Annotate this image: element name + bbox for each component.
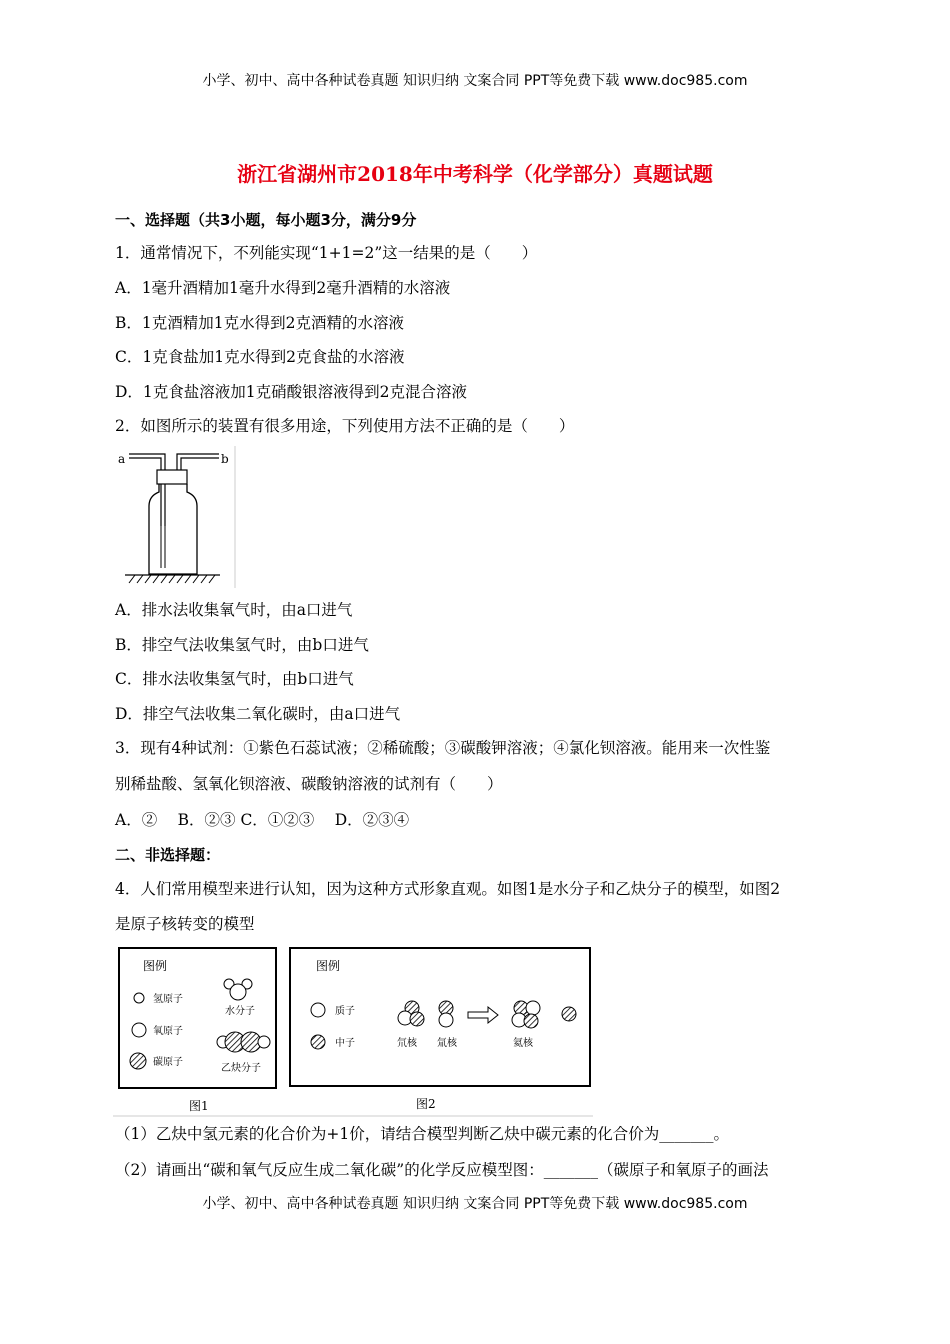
- question-2-stem: 2．如图所示的装置有很多用途，下列使用方法不正确的是（ ）: [115, 417, 575, 435]
- page-title: 浙江省湖州市2018年中考科学（化学部分）真题试题: [237, 162, 713, 186]
- fig1-acetylene-label: 乙炔分子: [221, 1063, 261, 1074]
- q2-option-a: A．排水法收集氧气时，由a口进气: [115, 601, 353, 619]
- fig2-nucleus3-label: 氦核: [513, 1038, 533, 1049]
- fig1-caption: 图1: [189, 1099, 209, 1113]
- section-heading-choice: 一、选择题（共3小题，每小题3分，满分9分: [115, 211, 417, 229]
- fig2-nucleus1-label: 氘核: [397, 1038, 417, 1049]
- q1-option-a: A．1毫升酒精加1毫升水得到2毫升酒精的水溶液: [115, 279, 451, 297]
- section-heading-nonchoice: 二、非选择题：: [115, 846, 221, 864]
- molecule-models-figure: [113, 944, 595, 1118]
- fig1-legend-title: 图例: [143, 959, 168, 973]
- q3-options: A．② B．②③ C．①②③ D．②③④: [115, 811, 410, 829]
- q2-option-d: D．排空气法收集二氧化碳时，由a口进气: [115, 705, 401, 723]
- q2-option-b: B．排空气法收集氢气时，由b口进气: [115, 636, 369, 654]
- q1-option-d: D．1克食盐溶液加1克硝酸银溶液得到2克混合溶液: [115, 383, 468, 401]
- page-header: 小学、初中、高中各种试卷真题 知识归纳 文案合同 PPT等免费下载 www.doc985.com: [202, 73, 748, 89]
- question-3-stem-line2: 别稀盐酸、氢氧化钡溶液、碳酸钠溶液的试剂有（ ）: [115, 775, 503, 793]
- fig2-caption: 图2: [416, 1097, 436, 1111]
- question-4-stem-line2: 是原子核转变的模型: [115, 915, 255, 933]
- q4-subquestion-2: （2）请画出“碳和氧气反应生成二氧化碳”的化学反应模型图：_______（碳原子和氧原子的画法: [115, 1161, 769, 1179]
- q1-option-c: C．1克食盐加1克水得到2克食盐的水溶液: [115, 348, 405, 366]
- question-1-stem: 1．通常情况下，不列能实现“1+1=2”这一结果的是（ ）: [115, 244, 538, 262]
- gas-bottle-figure: [115, 446, 240, 591]
- fig2-neutron-label: 中子: [335, 1038, 355, 1049]
- fig2-nucleus2-label: 氚核: [437, 1038, 457, 1049]
- fig1-water-label: 水分子: [225, 1006, 255, 1017]
- q4-subquestion-1: （1）乙炔中氢元素的化合价为+1价，请结合模型判断乙炔中碳元素的化合价为_______。: [115, 1125, 729, 1143]
- fig1-o-label: 氧原子: [153, 1026, 183, 1037]
- question-4-stem-line1: 4．人们常用模型来进行认知，因为这种方式形象直观。如图1是水分子和乙炔分子的模型，如图2: [115, 880, 781, 898]
- fig1-h-label: 氢原子: [153, 994, 183, 1005]
- fig1-c-label: 碳原子: [153, 1057, 183, 1068]
- label-a: a: [118, 452, 126, 466]
- q2-option-c: C．排水法收集氢气时，由b口进气: [115, 670, 354, 688]
- q1-option-b: B．1克酒精加1克水得到2克酒精的水溶液: [115, 314, 404, 332]
- question-3-stem-line1: 3．现有4种试剂：①紫色石蕊试液；②稀硫酸；③碳酸钾溶液；④氯化钡溶液。能用来一次性鉴: [115, 739, 771, 757]
- label-b: b: [221, 452, 229, 466]
- page-footer: 小学、初中、高中各种试卷真题 知识归纳 文案合同 PPT等免费下载 www.doc985.com: [202, 1196, 748, 1212]
- fig2-legend-title: 图例: [316, 959, 341, 973]
- fig2-proton-label: 质子: [335, 1006, 355, 1017]
